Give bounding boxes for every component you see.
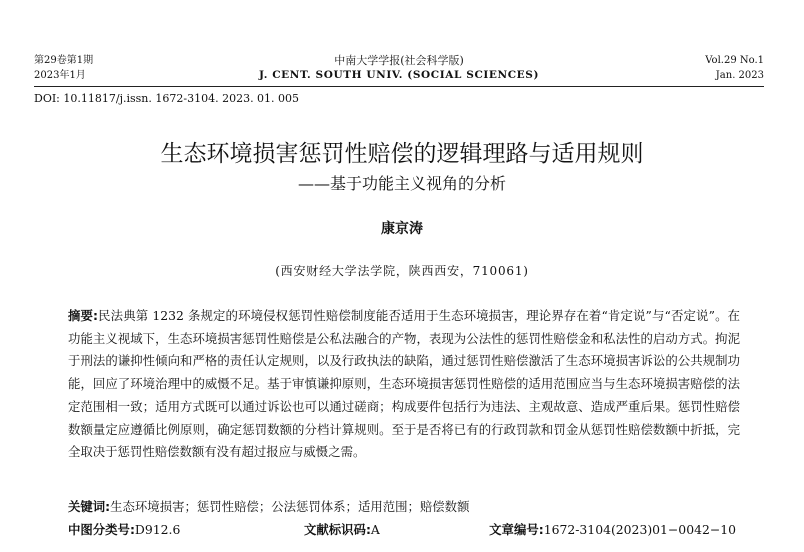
keywords-text: 生态环境损害；惩罚性赔偿；公法惩罚体系；适用范围；赔偿数额 <box>110 499 470 514</box>
keywords <box>68 497 748 517</box>
doi: DOI: 10.11817/j.issn. 1672-3104. 2023. 01. 005 <box>34 92 300 105</box>
article-number-value: 1672-3104(2023)01−0042−10 <box>543 522 736 537</box>
document-code-value: A <box>370 522 380 537</box>
author: 康京涛 <box>381 221 423 237</box>
clc-label: 中图分类号: <box>68 522 135 537</box>
affiliation: (西安财经大学法学院，陕西西安，710061) <box>275 264 529 278</box>
journal-header <box>34 53 764 93</box>
header-rule <box>34 86 764 87</box>
article-title: 生态环境损害惩罚性赔偿的逻辑理路与适用规则 <box>160 141 644 167</box>
vol-no: Vol.29 No.1 <box>705 55 764 66</box>
clc-value: D912.6 <box>134 522 181 537</box>
abstract-text: 民法典第 1232 条规定的环境侵权惩罚性赔偿制度能否适用于生态环境损害，理论界存在着“肯定说”与“否定说”。在功能主义视域下，生态环境损害惩罚性赔偿是公私法融合的产物，表现为公法性的惩罚性赔偿金和私法性的启动方式。拘泥于刑法的谦抑性倾向和严格的责任认定规则，以及行政执法的缺陷，通过惩罚性赔偿激活了生态环境损害诉讼的公共规制功能，回应了环境治理中的威慑不足。基于审慎谦抑原则，生态环境损害惩罚性赔偿的适用范围应当与生态环境损害赔偿的法定范围相一致；适用方式既可以通过诉讼也可以通过磋商；构成要件包括行为违法、主观故意、造成严重后果。惩罚性赔偿数额量定应遵循比例原则，确定惩罚数额的分档计算规则。至于是否将已有的行政罚款和罚金从惩罚性赔偿数额中折抵，完全取决于惩罚性赔偿数额有没有超过报应与威慑之需。 <box>68 308 740 460</box>
article-subtitle: ——基于功能主义视角的分析 <box>297 174 506 193</box>
issue-date-en: Jan. 2023 <box>715 70 764 81</box>
article-number-label: 文章编号: <box>489 522 544 537</box>
volume-issue: 第29卷第1期 <box>34 55 94 66</box>
clc-number <box>68 520 180 540</box>
journal-name-cn: 中南大学学报(社会科学版) <box>334 54 464 67</box>
document-code <box>304 520 380 540</box>
document-code-label: 文献标识码: <box>304 522 371 537</box>
issue-date-cn: 2023年1月 <box>34 70 86 81</box>
header-right <box>705 53 764 83</box>
header-center <box>34 53 764 83</box>
abstract <box>68 305 740 464</box>
journal-name-en: J. CENT. SOUTH UNIV. (SOCIAL SCIENCES) <box>258 69 540 81</box>
article-number <box>489 520 736 540</box>
keywords-label: 关键词: <box>68 499 111 514</box>
abstract-label: 摘要: <box>68 308 99 323</box>
